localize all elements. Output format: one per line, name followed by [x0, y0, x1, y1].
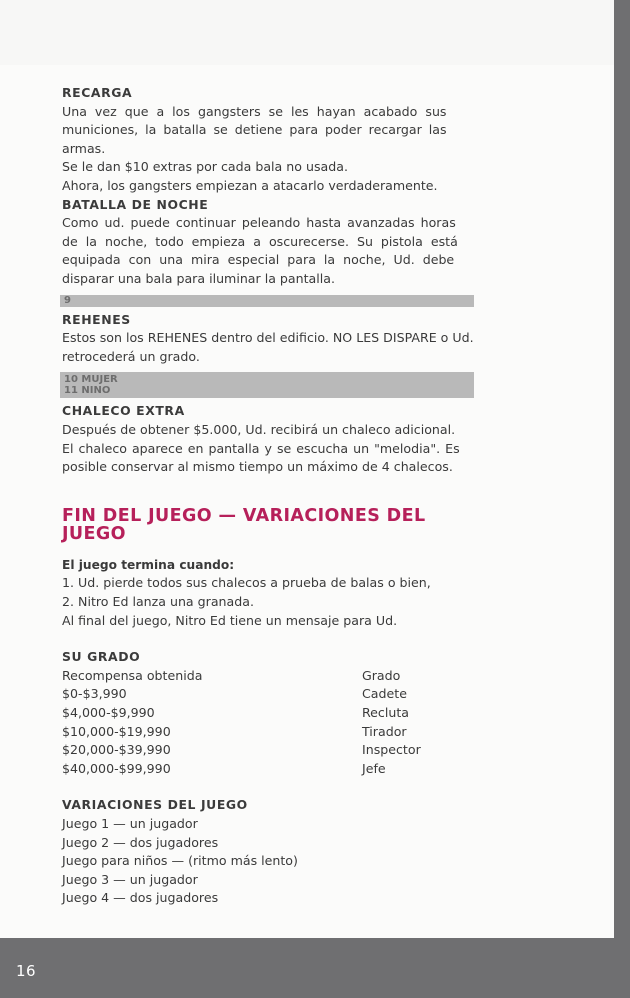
text-line: Después de obtener $5.000, Ud. recibirá un chaleco adicional.: [62, 421, 456, 437]
bar-label: 11 NINO: [64, 385, 111, 397]
table-row: [62, 723, 474, 742]
fin-message-text: Al final del juego, Nitro Ed tiene un mensaje para Ud.: [62, 612, 398, 628]
text-line: Estos son los REHENES dentro del edificio. NO LES DISPARE o Ud.: [62, 330, 474, 346]
text-line: equipada con una mira especial para la noche, Ud. debe: [62, 252, 455, 268]
list-item: 1. Ud. pierde todos sus chalecos a prueba de balas o bien,: [62, 575, 431, 591]
gray-label-bar: [60, 372, 474, 398]
grade-table-header: [62, 667, 474, 686]
recarga-attack-text: Ahora, los gangsters empiezan a atacarlo verdaderamente.: [62, 177, 438, 193]
text-line: posible conservar al mismo tiempo un máximo de 4 chalecos.: [62, 459, 453, 475]
list-item: Juego para niños — (ritmo más lento): [62, 853, 298, 869]
table-row: [62, 760, 474, 779]
grade-range: $10,000-$19,990: [62, 723, 171, 739]
list-item: Juego 2 — dos jugadores: [62, 834, 219, 850]
grade-rank: Jefe: [362, 760, 386, 776]
batalla-paragraph: [62, 214, 474, 288]
text-line: Una vez que a los gangsters se les hayan acabado sus: [62, 103, 447, 119]
grade-range: $40,000-$99,990: [62, 760, 171, 776]
grade-rank: Tirador: [362, 723, 407, 739]
table-row: [62, 685, 474, 704]
recarga-paragraph: [62, 103, 474, 159]
bar-label: 9: [64, 294, 71, 306]
page-content: [62, 84, 474, 908]
page-top-band: [0, 0, 614, 65]
variaciones-heading: VARIACIONES DEL JUEGO: [62, 797, 248, 813]
grade-range: $20,000-$39,990: [62, 742, 171, 758]
list-item: 2. Nitro Ed lanza una granada.: [62, 594, 254, 610]
bar-label: 10 MUJER: [64, 374, 118, 386]
text-line: retrocederá un grado.: [62, 348, 200, 364]
chaleco-paragraph: [62, 421, 474, 477]
fin-subheading: El juego termina cuando:: [62, 557, 235, 572]
text-line: municiones, la batalla se detiene para poder recargar las: [62, 122, 447, 138]
text-line: Como ud. puede continuar peleando hasta avanzadas horas: [62, 215, 456, 231]
text-line: armas.: [62, 140, 106, 156]
list-item: Juego 4 — dos jugadores: [62, 890, 219, 906]
grade-range: $0-$3,990: [62, 686, 127, 702]
grade-rank: Recluta: [362, 705, 409, 721]
chaleco-heading: CHALECO EXTRA: [62, 403, 185, 419]
grade-col-reward: Recompensa obtenida: [62, 667, 203, 683]
table-row: [62, 704, 474, 723]
recarga-heading: RECARGA: [62, 85, 133, 100]
gray-label-bar: [60, 295, 474, 307]
grade-col-rank: Grado: [362, 667, 401, 683]
list-item: Juego 1 — un jugador: [62, 816, 198, 831]
text-line: de la noche, todo empieza a oscurecerse. Su pistola está: [62, 233, 458, 249]
recarga-bonus-text: Se le dan $10 extras por cada bala no usada.: [62, 159, 348, 175]
grado-heading: SU GRADO: [62, 649, 141, 665]
grade-range: $4,000-$9,990: [62, 705, 155, 721]
grade-rank: Inspector: [362, 742, 421, 758]
page-footer: [0, 938, 630, 998]
rehenes-heading: REHENES: [62, 311, 131, 327]
list-item: Juego 3 — un jugador: [62, 871, 198, 887]
batalla-heading: BATALLA DE NOCHE: [62, 196, 209, 212]
text-line: El chaleco aparece en pantalla y se escucha un "melodia". Es: [62, 440, 460, 456]
table-row: [62, 741, 474, 760]
fin-section-title: FIN DEL JUEGO — VARIACIONES DEL JUEGO: [62, 505, 426, 545]
grade-rank: Cadete: [362, 686, 407, 702]
text-line: disparar una bala para iluminar la pantalla.: [62, 270, 335, 286]
rehenes-paragraph: [62, 329, 474, 366]
page-number: 16: [16, 962, 37, 980]
